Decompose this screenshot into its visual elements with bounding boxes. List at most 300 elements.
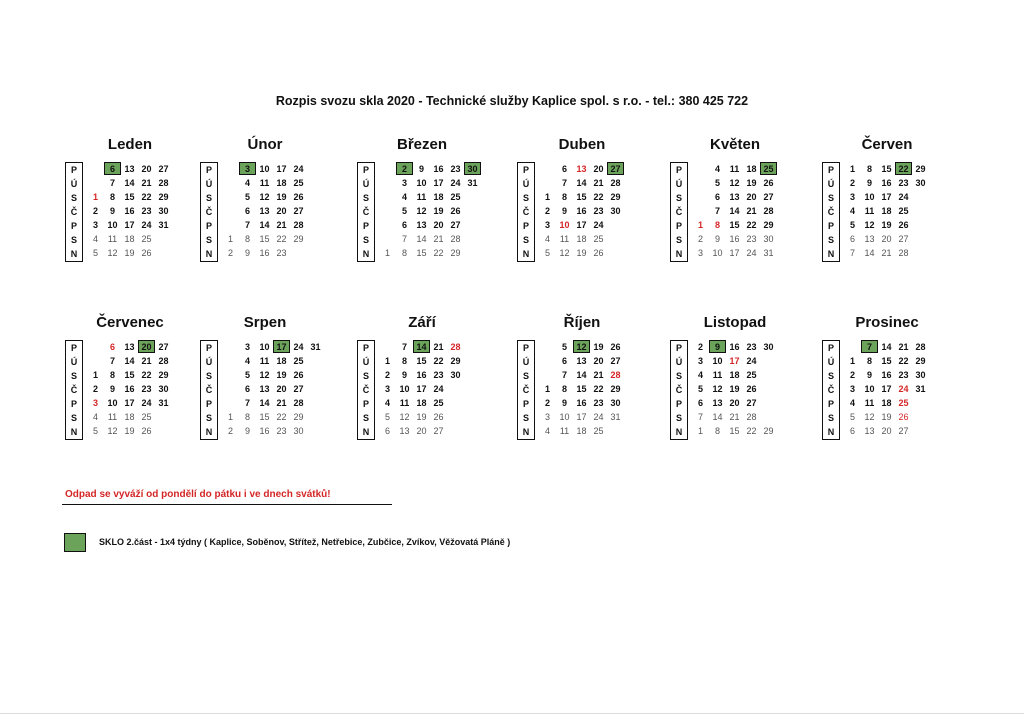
date-rows [539, 340, 665, 438]
date: 29 [915, 164, 926, 174]
date: 5 [401, 206, 407, 216]
date: 14 [864, 248, 875, 258]
week-row [87, 396, 213, 410]
date: 31 [763, 248, 774, 258]
date: 10 [259, 342, 270, 352]
day-letter: Č [827, 385, 835, 395]
week-row [844, 396, 970, 410]
date: 23 [593, 398, 604, 408]
date: 22 [746, 426, 757, 436]
date: 7 [244, 398, 250, 408]
date: 28 [293, 220, 304, 230]
date: 23 [433, 370, 444, 380]
date: 11 [559, 426, 570, 436]
week-row [379, 340, 505, 354]
week-row [844, 354, 970, 368]
date: 4 [244, 356, 250, 366]
collection-date: 20 [138, 340, 155, 353]
date: 29 [915, 356, 926, 366]
day-letters [670, 162, 688, 262]
day-letter: S [70, 193, 77, 203]
day-letter: P [70, 165, 77, 175]
week-row [222, 204, 348, 218]
date: 19 [276, 370, 287, 380]
date: 7 [109, 356, 115, 366]
day-letter: N [205, 427, 213, 437]
date: 9 [244, 426, 250, 436]
legend-text: SKLO 2.část - 1x4 týdny ( Kaplice, Soběnov, Střítež, Netřebice, Zubčice, Zvíkov, Věžovatá Pláně ) [99, 537, 511, 547]
date: 3 [697, 248, 703, 258]
date: 28 [450, 234, 461, 244]
date: 27 [293, 206, 304, 216]
day-letter: Ú [522, 179, 530, 189]
date: 7 [561, 370, 567, 380]
date: 8 [244, 412, 250, 422]
day-letter: S [827, 193, 834, 203]
day-letter: Č [205, 207, 213, 217]
date: 3 [544, 220, 550, 230]
date-rows [379, 340, 505, 438]
date: 18 [276, 356, 287, 366]
date: 26 [433, 412, 444, 422]
day-letter: S [522, 193, 529, 203]
date: 20 [881, 426, 892, 436]
week-row [539, 368, 665, 382]
date: 2 [384, 370, 390, 380]
date: 17 [416, 384, 427, 394]
date: 4 [697, 370, 703, 380]
date: 27 [610, 356, 621, 366]
date: 5 [714, 178, 720, 188]
date: 2 [92, 206, 98, 216]
collection-date: 27 [607, 162, 624, 175]
day-letter: N [205, 249, 213, 259]
week-row [692, 190, 818, 204]
date: 17 [881, 192, 892, 202]
date: 26 [450, 206, 461, 216]
date: 7 [401, 342, 407, 352]
month-name: Květen [709, 136, 761, 153]
date: 16 [881, 370, 892, 380]
date: 13 [576, 164, 587, 174]
date: 25 [141, 234, 152, 244]
date: 13 [576, 356, 587, 366]
date: 2 [849, 178, 855, 188]
week-row [222, 424, 348, 438]
date: 19 [433, 206, 444, 216]
day-letter: P [827, 343, 834, 353]
month-block [65, 136, 215, 259]
date: 8 [244, 234, 250, 244]
date: 18 [881, 398, 892, 408]
date: 5 [244, 192, 250, 202]
date: 24 [898, 192, 909, 202]
date: 3 [697, 356, 703, 366]
day-letter: P [362, 343, 369, 353]
day-letter: P [675, 221, 682, 231]
date: 22 [276, 412, 287, 422]
date: 6 [714, 192, 720, 202]
date: 29 [293, 234, 304, 244]
date: 10 [559, 412, 570, 422]
day-letter: Ú [827, 357, 835, 367]
day-letter: P [827, 221, 834, 231]
week-row [379, 218, 505, 232]
week-row [539, 190, 665, 204]
date: 11 [864, 206, 875, 216]
date: 19 [276, 192, 287, 202]
date: 27 [898, 234, 909, 244]
date: 5 [561, 342, 567, 352]
date: 14 [124, 178, 135, 188]
day-letter: N [827, 249, 835, 259]
date: 7 [244, 220, 250, 230]
day-letter: Č [70, 207, 78, 217]
day-letter: S [70, 371, 77, 381]
date: 10 [399, 384, 410, 394]
date: 17 [729, 248, 740, 258]
week-row [379, 232, 505, 246]
date: 5 [92, 426, 98, 436]
day-letter: N [70, 427, 78, 437]
date: 29 [763, 220, 774, 230]
date: 9 [714, 234, 720, 244]
week-row [379, 354, 505, 368]
day-letter: Ú [522, 357, 530, 367]
date: 14 [729, 206, 740, 216]
date: 1 [384, 356, 390, 366]
day-letter: S [362, 371, 369, 381]
date: 8 [714, 426, 720, 436]
date: 3 [384, 384, 390, 394]
month-block [822, 136, 972, 259]
date: 12 [107, 426, 118, 436]
date: 22 [433, 356, 444, 366]
date: 3 [849, 384, 855, 394]
week-row [844, 410, 970, 424]
day-letter: P [205, 221, 212, 231]
day-letter: P [362, 165, 369, 175]
day-letter: P [827, 165, 834, 175]
day-letter: S [675, 235, 682, 245]
date: 4 [92, 412, 98, 422]
date: 18 [124, 234, 135, 244]
week-row [539, 232, 665, 246]
day-letter: P [675, 343, 682, 353]
date: 29 [158, 370, 169, 380]
month-block [670, 136, 820, 259]
date: 12 [399, 412, 410, 422]
date: 11 [399, 398, 410, 408]
month-name: Listopad [703, 314, 767, 331]
week-row [379, 162, 505, 176]
day-letter: Ú [675, 179, 683, 189]
date: 28 [746, 412, 757, 422]
week-row [222, 162, 348, 176]
date: 24 [141, 398, 152, 408]
week-row [222, 176, 348, 190]
date: 27 [763, 192, 774, 202]
date: 17 [124, 398, 135, 408]
date: 10 [712, 248, 723, 258]
month-name: Únor [247, 136, 283, 153]
week-row [87, 410, 213, 424]
date: 27 [450, 220, 461, 230]
date: 26 [141, 248, 152, 258]
date: 25 [433, 398, 444, 408]
date: 23 [898, 370, 909, 380]
date: 23 [141, 206, 152, 216]
week-row [539, 424, 665, 438]
date: 5 [697, 384, 703, 394]
week-row [844, 232, 970, 246]
date: 23 [141, 384, 152, 394]
date: 2 [697, 234, 703, 244]
week-row [87, 354, 213, 368]
week-row [87, 246, 213, 260]
date: 16 [729, 342, 740, 352]
date: 29 [450, 356, 461, 366]
date: 4 [544, 234, 550, 244]
date: 20 [746, 192, 757, 202]
day-letter: S [522, 371, 529, 381]
day-letter: Ú [70, 179, 78, 189]
week-row [222, 218, 348, 232]
date: 9 [244, 248, 250, 258]
date: 11 [729, 164, 740, 174]
week-row [222, 368, 348, 382]
day-letter: P [362, 221, 369, 231]
date: 29 [158, 192, 169, 202]
date: 15 [881, 356, 892, 366]
date: 2 [544, 398, 550, 408]
day-letters [822, 162, 840, 262]
date: 18 [433, 192, 444, 202]
week-row [222, 410, 348, 424]
date: 3 [92, 220, 98, 230]
day-letters [357, 340, 375, 440]
week-row [222, 354, 348, 368]
date: 6 [384, 426, 390, 436]
day-letter: N [522, 427, 530, 437]
date: 11 [559, 234, 570, 244]
date: 29 [450, 248, 461, 258]
date: 23 [450, 164, 461, 174]
date: 4 [401, 192, 407, 202]
date: 13 [124, 164, 135, 174]
date: 30 [763, 342, 774, 352]
day-letter: S [827, 371, 834, 381]
date: 16 [416, 370, 427, 380]
date: 8 [561, 384, 567, 394]
date: 4 [244, 178, 250, 188]
date: 24 [593, 220, 604, 230]
week-row [692, 204, 818, 218]
date: 16 [259, 248, 270, 258]
date: 11 [259, 356, 270, 366]
month-name: Prosinec [855, 314, 919, 331]
date: 21 [593, 178, 604, 188]
date: 4 [849, 206, 855, 216]
week-row [379, 410, 505, 424]
date: 24 [450, 178, 461, 188]
week-row [539, 246, 665, 260]
date: 21 [141, 178, 152, 188]
date: 24 [433, 384, 444, 394]
day-letter: S [70, 235, 77, 245]
day-letter: P [205, 343, 212, 353]
date: 25 [593, 234, 604, 244]
date: 18 [576, 234, 587, 244]
date: 17 [576, 412, 587, 422]
date: 1 [544, 192, 550, 202]
date: 25 [141, 412, 152, 422]
date: 27 [746, 398, 757, 408]
date: 18 [881, 206, 892, 216]
date: 6 [849, 234, 855, 244]
date: 6 [849, 426, 855, 436]
date: 5 [92, 248, 98, 258]
date: 25 [450, 192, 461, 202]
date: 30 [915, 178, 926, 188]
page-edge-rule [0, 713, 1024, 714]
date: 16 [124, 384, 135, 394]
date: 7 [401, 234, 407, 244]
day-letter: P [675, 399, 682, 409]
week-row [222, 382, 348, 396]
day-letters [670, 340, 688, 440]
date: 23 [746, 234, 757, 244]
date: 21 [729, 412, 740, 422]
date: 1 [697, 220, 703, 230]
collection-date: 25 [760, 162, 777, 175]
date: 19 [881, 412, 892, 422]
date: 24 [293, 164, 304, 174]
date: 25 [898, 398, 909, 408]
month-block [822, 314, 972, 437]
date: 10 [259, 164, 270, 174]
date: 3 [401, 178, 407, 188]
date: 29 [293, 412, 304, 422]
week-row [692, 382, 818, 396]
date: 30 [158, 384, 169, 394]
date: 31 [915, 384, 926, 394]
week-row [539, 410, 665, 424]
date-rows [844, 162, 970, 260]
date: 18 [576, 426, 587, 436]
date: 1 [849, 164, 855, 174]
month-name: Říjen [563, 314, 601, 331]
collection-date: 2 [396, 162, 413, 175]
collection-date: 30 [464, 162, 481, 175]
date: 20 [276, 206, 287, 216]
date: 2 [92, 384, 98, 394]
day-letter: S [675, 193, 682, 203]
month-name: Leden [107, 136, 153, 153]
date: 4 [384, 398, 390, 408]
date: 21 [433, 342, 444, 352]
date: 16 [259, 426, 270, 436]
day-letter: S [675, 371, 682, 381]
week-row [87, 190, 213, 204]
date: 11 [107, 412, 118, 422]
day-letters [200, 162, 218, 262]
day-letter: P [205, 399, 212, 409]
week-row [844, 204, 970, 218]
date: 5 [244, 370, 250, 380]
week-row [844, 340, 970, 354]
date: 10 [107, 398, 118, 408]
day-letter: Ú [205, 179, 213, 189]
date-rows [87, 340, 213, 438]
date: 29 [610, 192, 621, 202]
date: 16 [729, 234, 740, 244]
date: 15 [124, 370, 135, 380]
date: 10 [416, 178, 427, 188]
date: 12 [107, 248, 118, 258]
date: 1 [227, 412, 233, 422]
date: 16 [576, 398, 587, 408]
day-letter: Ú [362, 357, 370, 367]
day-letter: Č [362, 385, 370, 395]
date: 13 [399, 426, 410, 436]
date: 13 [864, 234, 875, 244]
week-row [87, 368, 213, 382]
date: 14 [576, 370, 587, 380]
date: 17 [124, 220, 135, 230]
week-row [844, 246, 970, 260]
date: 12 [259, 370, 270, 380]
date: 5 [849, 220, 855, 230]
date: 11 [712, 370, 723, 380]
date: 28 [293, 398, 304, 408]
date: 28 [610, 370, 621, 380]
week-row [87, 176, 213, 190]
day-letter: P [827, 399, 834, 409]
date: 22 [141, 370, 152, 380]
week-row [379, 246, 505, 260]
date: 5 [849, 412, 855, 422]
day-letter: P [522, 399, 529, 409]
day-letter: S [827, 235, 834, 245]
date: 24 [746, 248, 757, 258]
date-rows [222, 340, 348, 438]
date: 31 [467, 178, 478, 188]
date: 22 [276, 234, 287, 244]
day-letter: Č [675, 385, 683, 395]
date: 3 [244, 342, 250, 352]
date: 19 [729, 384, 740, 394]
date: 26 [763, 178, 774, 188]
date: 20 [593, 164, 604, 174]
day-letter: Ú [675, 357, 683, 367]
date: 25 [293, 356, 304, 366]
date: 20 [276, 384, 287, 394]
date: 13 [259, 384, 270, 394]
date: 10 [559, 220, 570, 230]
day-letter: P [522, 165, 529, 175]
week-row [844, 368, 970, 382]
date: 25 [898, 206, 909, 216]
date: 7 [714, 206, 720, 216]
day-letter: N [362, 249, 370, 259]
date: 15 [729, 426, 740, 436]
date: 12 [864, 412, 875, 422]
date: 20 [416, 426, 427, 436]
date: 4 [92, 234, 98, 244]
collection-date: 17 [273, 340, 290, 353]
date: 7 [561, 178, 567, 188]
